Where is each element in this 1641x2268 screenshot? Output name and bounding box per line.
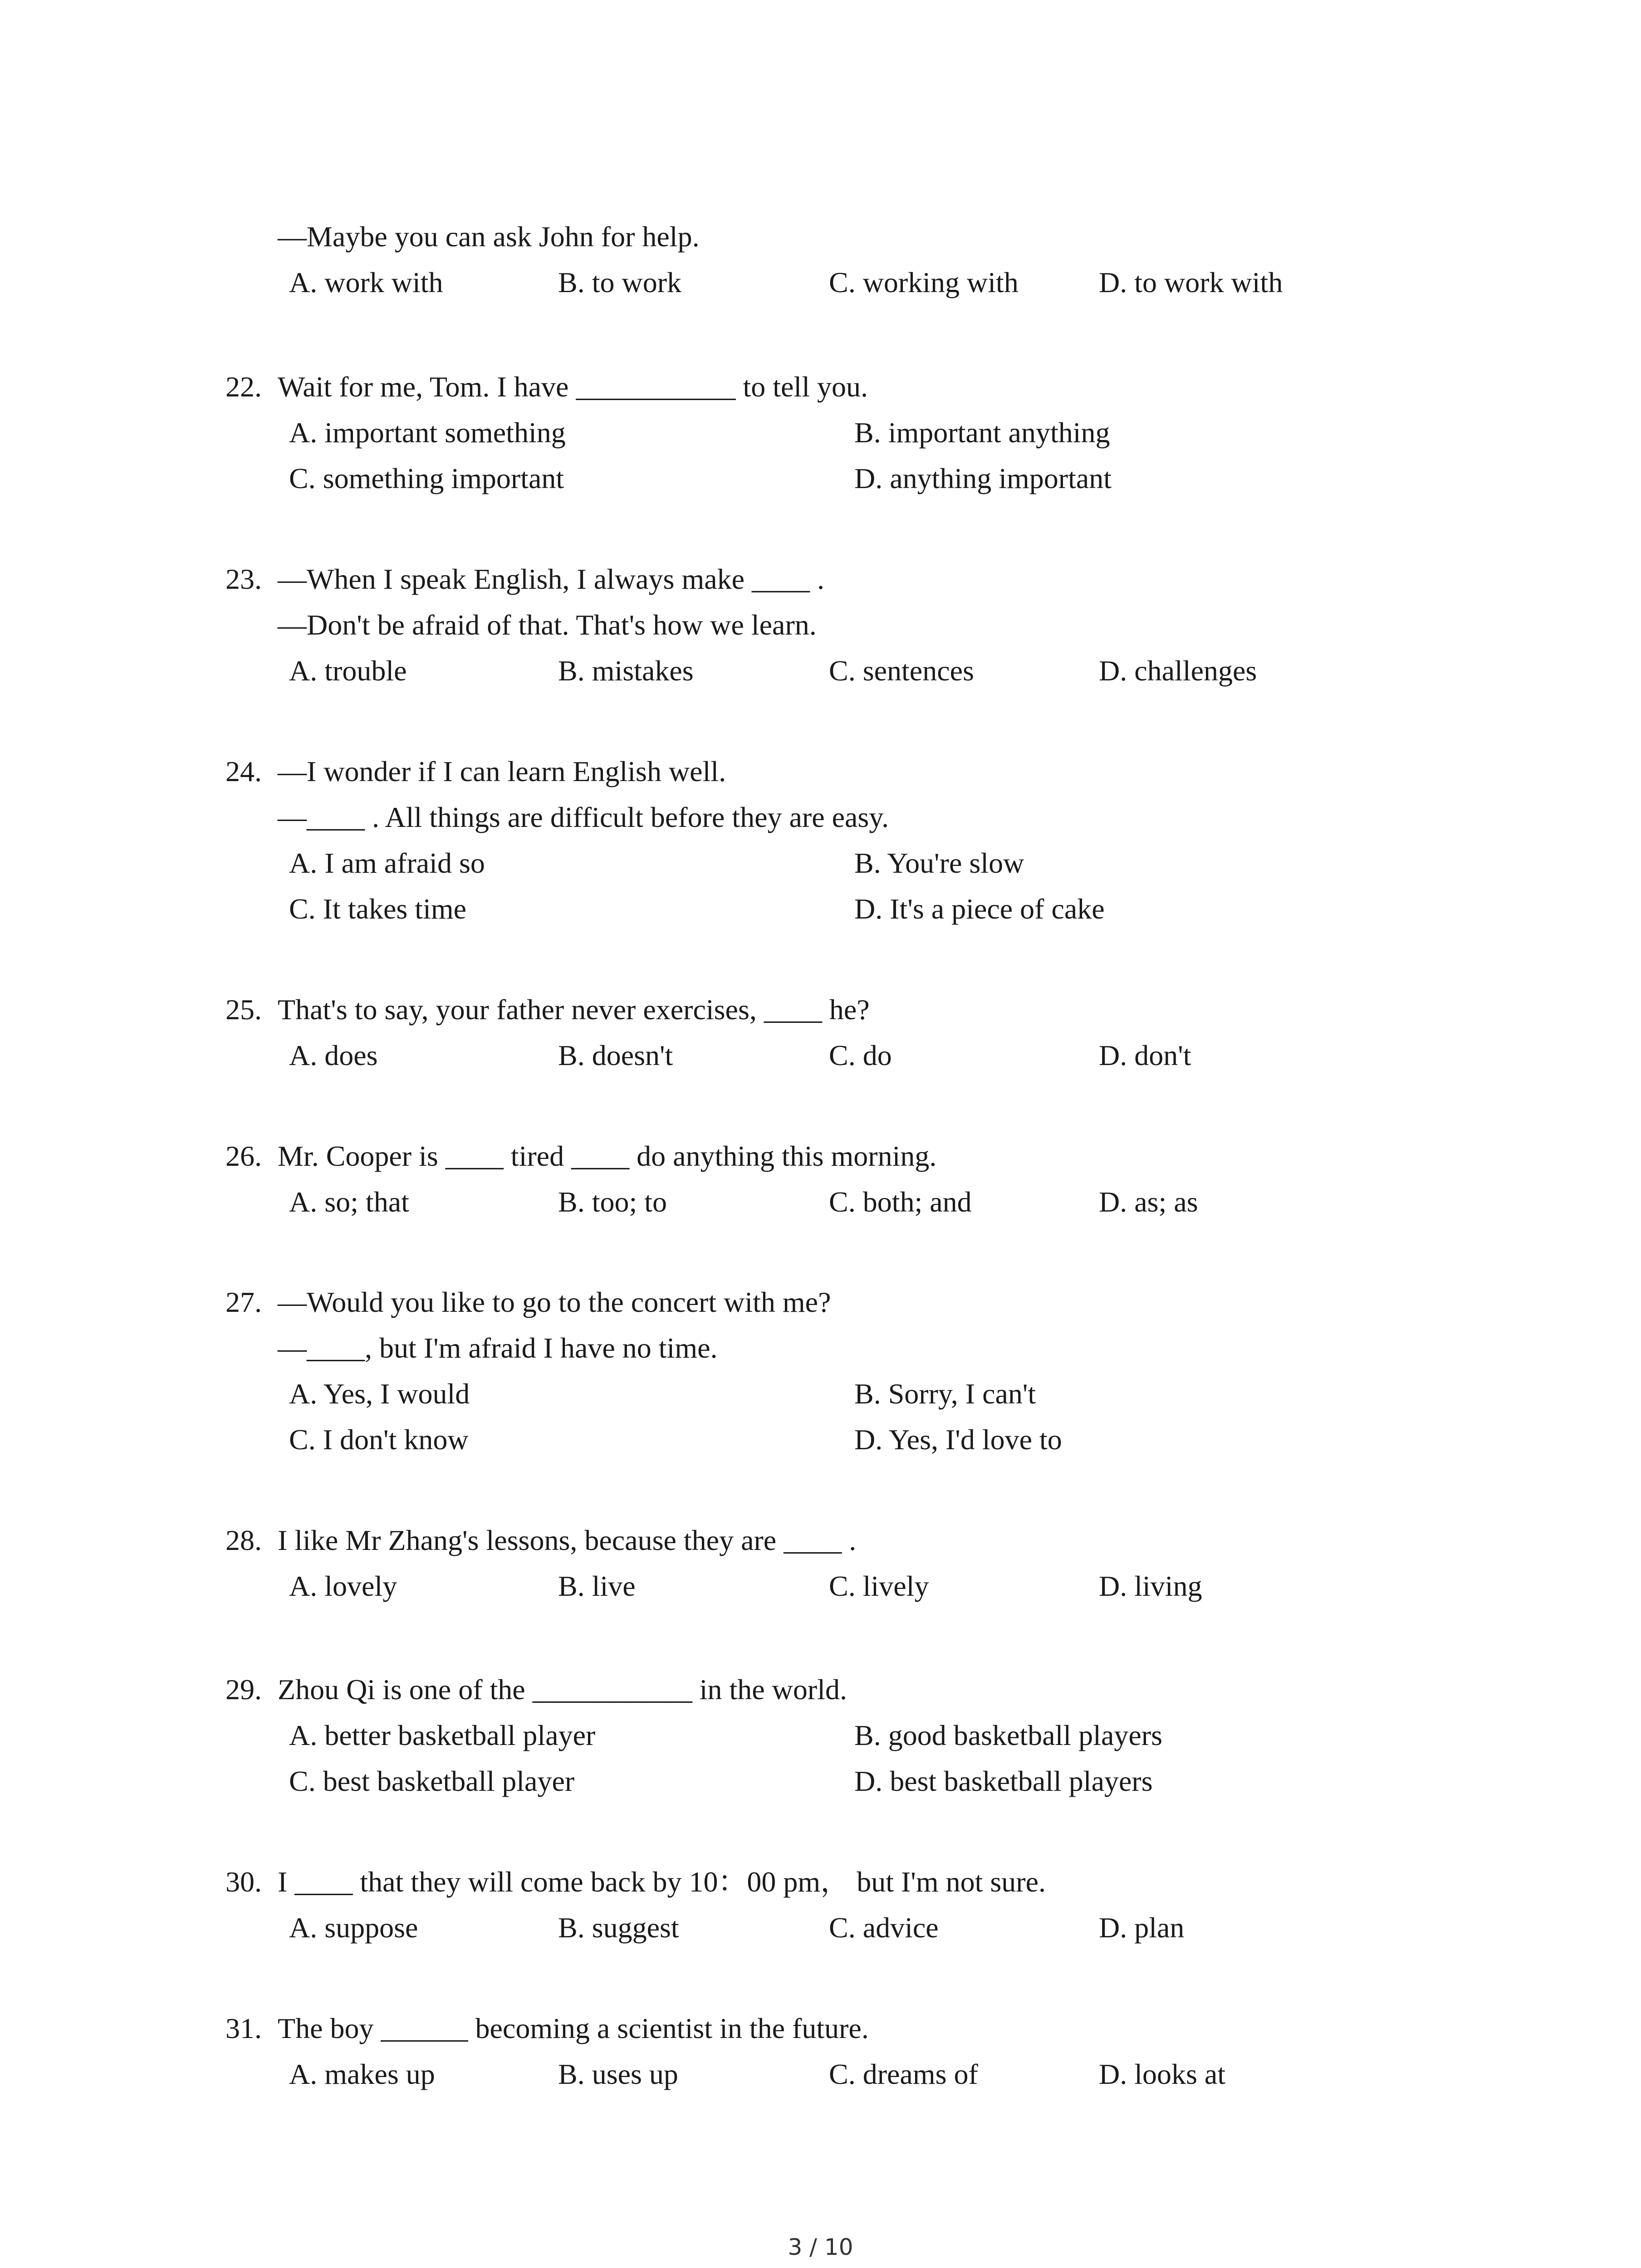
question-stem: I ____ that they will come back by 10：00 pm， but I'm not sure.	[278, 1866, 1046, 1898]
option-b: B. too; to	[558, 1186, 667, 1218]
option-d: D. challenges	[1099, 655, 1257, 687]
question-stem: Mr. Cooper is ____ tired ____ do anything this morning.	[278, 1140, 937, 1172]
option-c: C. both; and	[829, 1186, 972, 1218]
option-a: A. lovely	[289, 1570, 397, 1602]
option-d: D. to work with	[1099, 266, 1283, 298]
question-stem: —When I speak English, I always make ____ .	[278, 563, 825, 595]
question-stem-reply: —Don't be afraid of that. That's how we learn.	[278, 609, 817, 641]
question-number: 28.	[225, 1524, 262, 1556]
question-stem: The boy ______ becoming a scientist in the future.	[278, 2012, 869, 2044]
question-stem-reply: —____, but I'm afraid I have no time.	[278, 1332, 718, 1364]
question-number: 31.	[225, 2012, 262, 2044]
page-number: 3 / 10	[788, 2234, 853, 2260]
option-c: C. dreams of	[829, 2058, 978, 2090]
option-d: D. as; as	[1099, 1186, 1198, 1218]
question-number: 30.	[225, 1866, 262, 1898]
option-a: A. work with	[289, 266, 443, 298]
option-b: B. good basketball players	[854, 1719, 1162, 1751]
option-c: C. best basketball player	[289, 1765, 575, 1797]
option-c: C. something important	[289, 462, 564, 494]
question-number: 29.	[225, 1673, 262, 1706]
question-number: 27.	[225, 1286, 262, 1318]
question-number: 26.	[225, 1140, 262, 1172]
question-number: 22.	[225, 371, 262, 403]
question-stem: —Maybe you can ask John for help.	[278, 220, 700, 253]
option-b: B. live	[558, 1570, 636, 1602]
option-d: D. looks at	[1099, 2058, 1226, 2090]
option-a: A. makes up	[289, 2058, 435, 2090]
option-b: B. uses up	[558, 2058, 678, 2090]
question-number: 25.	[225, 993, 262, 1026]
question-stem: Wait for me, Tom. I have ___________ to tell you.	[278, 371, 868, 403]
option-d: D. anything important	[854, 462, 1112, 494]
question-stem: Zhou Qi is one of the ___________ in the world.	[278, 1673, 847, 1706]
option-b: B. mistakes	[558, 655, 694, 687]
option-c: C. It takes time	[289, 893, 467, 925]
question-stem: I like Mr Zhang's lessons, because they are ____ .	[278, 1524, 857, 1556]
option-a: A. so; that	[289, 1186, 409, 1218]
option-b: B. suggest	[558, 1911, 679, 1944]
question-number: 23.	[225, 563, 262, 595]
question-number: 24.	[225, 755, 262, 787]
option-c: C. advice	[829, 1911, 939, 1944]
question-stem-reply: —____ . All things are difficult before they are easy.	[278, 801, 889, 833]
option-d: D. plan	[1099, 1911, 1185, 1944]
option-c: C. I don't know	[289, 1423, 469, 1456]
option-d: D. don't	[1099, 1039, 1191, 1071]
option-a: A. trouble	[289, 655, 407, 687]
option-c: C. do	[829, 1039, 892, 1071]
option-b: B. You're slow	[854, 847, 1024, 879]
option-b: B. doesn't	[558, 1039, 673, 1071]
option-a: A. does	[289, 1039, 378, 1071]
option-c: C. lively	[829, 1570, 929, 1602]
option-a: A. important something	[289, 416, 566, 449]
question-stem: That's to say, your father never exercises, ____ he?	[278, 993, 870, 1026]
option-a: A. Yes, I would	[289, 1378, 470, 1410]
option-d: D. It's a piece of cake	[854, 893, 1105, 925]
option-c: C. working with	[829, 266, 1019, 298]
option-d: D. Yes, I'd love to	[854, 1423, 1062, 1456]
option-b: B. to work	[558, 266, 681, 298]
option-d: D. living	[1099, 1570, 1202, 1602]
option-a: A. I am afraid so	[289, 847, 485, 879]
question-stem: —Would you like to go to the concert with me?	[278, 1286, 831, 1318]
option-a: A. suppose	[289, 1911, 418, 1944]
option-a: A. better basketball player	[289, 1719, 596, 1751]
option-b: B. Sorry, I can't	[854, 1378, 1036, 1410]
option-c: C. sentences	[829, 655, 974, 687]
option-b: B. important anything	[854, 416, 1110, 449]
option-d: D. best basketball players	[854, 1765, 1153, 1797]
question-stem: —I wonder if I can learn English well.	[278, 755, 726, 787]
